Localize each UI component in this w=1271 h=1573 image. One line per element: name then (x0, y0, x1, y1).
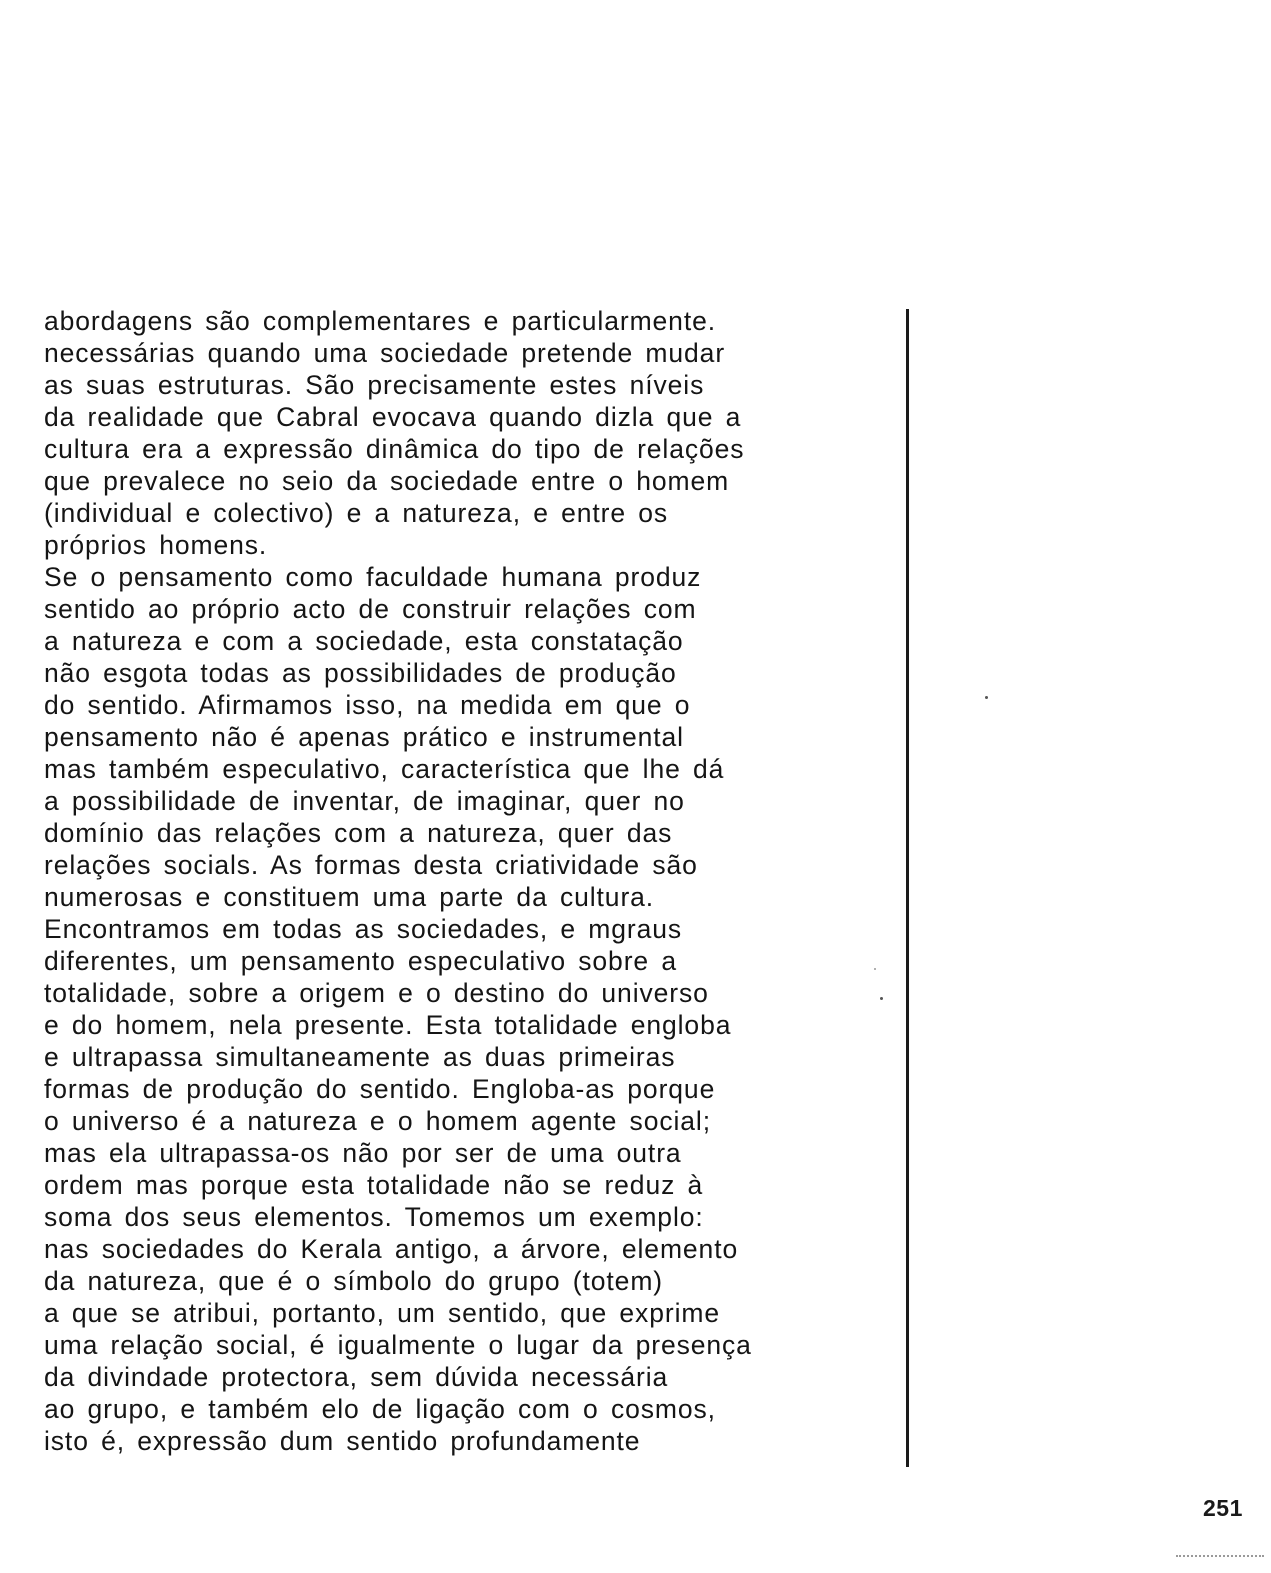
text-line: necessárias quando uma sociedade pretende mudar (44, 338, 726, 368)
scan-speck (985, 696, 988, 699)
text-line: pensamento não é apenas prático e instrumental (44, 722, 684, 752)
text-line: da realidade que Cabral evocava quando dizla que a (44, 402, 742, 432)
text-line: que prevalece no seio da sociedade entre o homem (44, 466, 730, 496)
text-line: da divindade protectora, sem dúvida necessária (44, 1362, 669, 1392)
text-line: (individual e colectivo) e a natureza, e entre os (44, 498, 669, 528)
text-line: soma dos seus elementos. Tomemos um exemplo: (44, 1202, 704, 1232)
text-line: cultura era a expressão dinâmica do tipo de relações (44, 434, 745, 464)
text-line: formas de produção do sentido. Engloba-as porque (44, 1074, 716, 1104)
text-line: a natureza e com a sociedade, esta constatação (44, 626, 684, 656)
text-line: uma relação social, é igualmente o lugar da presença (44, 1330, 752, 1360)
text-line: a que se atribui, portanto, um sentido, que exprime (44, 1298, 720, 1328)
bottom-rule (1176, 1555, 1264, 1557)
text-line: as suas estruturas. São precisamente estes níveis (44, 370, 705, 400)
page-number: 251 (1203, 1495, 1243, 1521)
body-text (44, 305, 894, 1457)
text-line: abordagens são complementares e particularmente. (44, 306, 716, 336)
text-line: relações socials. As formas desta criatividade são (44, 850, 698, 880)
text-line: ordem mas porque esta totalidade não se reduz à (44, 1170, 704, 1200)
scan-speck (874, 968, 876, 970)
text-line: da natureza, que é o símbolo do grupo (totem) (44, 1266, 664, 1296)
margin-rule (906, 309, 909, 1467)
text-line: e do homem, nela presente. Esta totalidade engloba (44, 1010, 732, 1040)
text-line: mas também especulativo, característica que lhe dá (44, 754, 725, 784)
text-line: do sentido. Afirmamos isso, na medida em que o (44, 690, 691, 720)
text-line: próprios homens. (44, 530, 268, 560)
text-line: nas sociedades do Kerala antigo, a árvore, elemento (44, 1234, 739, 1264)
text-line: totalidade, sobre a origem e o destino do universo (44, 978, 709, 1008)
text-line: não esgota todas as possibilidades de produção (44, 658, 677, 688)
text-line: ao grupo, e também elo de ligação com o cosmos, (44, 1394, 716, 1424)
text-line: o universo é a natureza e o homem agente social; (44, 1106, 711, 1136)
text-line: domínio das relações com a natureza, quer das (44, 818, 673, 848)
text-line: Encontramos em todas as sociedades, e mgraus (44, 914, 683, 944)
text-line: numerosas e constituem uma parte da cultura. (44, 882, 655, 912)
text-line: Se o pensamento como faculdade humana produz (44, 562, 702, 592)
text-line: e ultrapassa simultaneamente as duas primeiras (44, 1042, 676, 1072)
text-line: mas ela ultrapassa-os não por ser de uma outra (44, 1138, 682, 1168)
text-line: sentido ao próprio acto de construir relações com (44, 594, 697, 624)
text-line: isto é, expressão dum sentido profundamente (44, 1426, 641, 1456)
text-line: diferentes, um pensamento especulativo sobre a (44, 946, 677, 976)
text-line: a possibilidade de inventar, de imaginar, quer no (44, 786, 685, 816)
scan-speck (880, 997, 883, 1000)
